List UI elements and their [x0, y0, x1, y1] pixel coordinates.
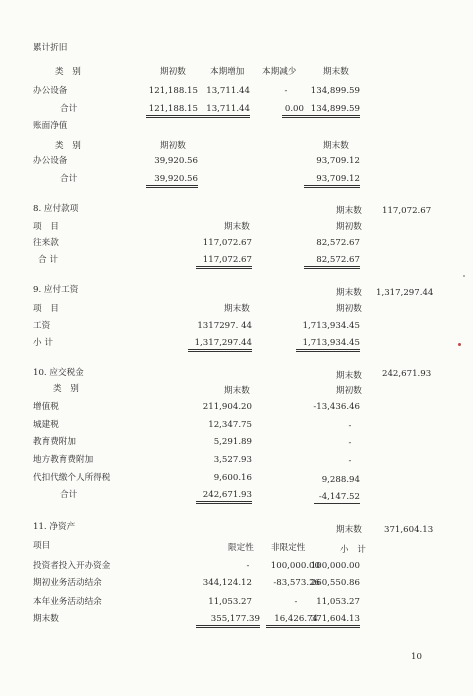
cell-restricted: 11,053.27: [208, 597, 252, 607]
total-opening: 82,572.67: [304, 255, 360, 269]
col-header-closing: 期末数: [224, 304, 250, 314]
cell-unrestricted: -: [294, 597, 298, 607]
col-header-closing: 期末数: [323, 141, 349, 151]
col-header-type: 类 别: [55, 141, 81, 151]
section-heading-accumulated-depreciation: 累计折旧: [33, 43, 68, 53]
cell-increase: 13,711.44: [206, 86, 250, 96]
cell-closing: 211,904.20: [202, 402, 252, 412]
col-header-opening: 期初数: [336, 304, 362, 314]
cell-closing: 134,899.59: [310, 86, 360, 96]
row-label: 增值税: [33, 402, 59, 412]
side-closing-value: 371,604.13: [384, 525, 434, 535]
cell-closing: 5,291.89: [213, 437, 252, 447]
col-header-item: 项 目: [33, 222, 59, 232]
cell-opening: 39,920.56: [154, 156, 198, 166]
col-header-opening: 期初数: [336, 222, 362, 232]
total-opening: 121,188.15: [146, 104, 198, 118]
total-decrease: 0.00: [282, 104, 304, 118]
cell-closing: 93,709.12: [316, 156, 360, 166]
total-opening: -4,147.52: [314, 492, 360, 504]
total-label: 小 计: [33, 338, 53, 348]
total-restricted: 355,177.39: [196, 614, 260, 628]
cell-closing: 1317297. 44: [197, 321, 252, 331]
row-label: 代扣代缴个人所得税: [33, 473, 111, 483]
section-heading-net-book-value: 账面净值: [33, 121, 68, 131]
col-header-opening: 期初数: [160, 67, 186, 77]
total-opening: 1,713,934.45: [296, 338, 360, 352]
cell-closing: 9,600.16: [213, 473, 252, 483]
cell-subtotal: 11,053.27: [316, 597, 360, 607]
col-header-decrease: 本期减少: [262, 67, 297, 77]
row-label: 工资: [33, 321, 51, 331]
total-label: 合计: [60, 104, 78, 114]
cell-unrestricted: -83,573.26: [273, 578, 320, 588]
cell-restricted: 344,124.12: [202, 578, 252, 588]
cell-decrease: -: [284, 86, 288, 96]
total-closing: 242,671.93: [196, 490, 252, 504]
cell-opening: 82,572.67: [316, 238, 360, 248]
total-label: 合计: [60, 490, 78, 500]
section-heading-net-assets: 11. 净资产: [33, 522, 76, 532]
total-label: 合计: [60, 174, 78, 184]
page-number: 10: [411, 652, 422, 662]
row-label: 教育费附加: [33, 437, 76, 447]
cell-opening: -13,436.46: [313, 402, 360, 412]
scan-speck: [458, 343, 461, 346]
col-header-restricted: 限定性: [228, 543, 254, 553]
col-header-opening: 期初数: [160, 141, 186, 151]
cell-unrestricted: 100,000.00: [270, 561, 320, 571]
cell-opening: 9,288.94: [321, 475, 360, 485]
col-header-opening: 期初数: [336, 386, 362, 396]
cell-restricted: -: [246, 561, 250, 571]
side-closing-label: 期末数: [336, 288, 362, 298]
total-closing: 134,899.59: [304, 104, 360, 118]
total-subtotal: 371,604.13: [304, 614, 360, 628]
side-closing-label: 期末数: [336, 206, 362, 216]
col-header-closing: 期末数: [323, 67, 349, 77]
col-header-subtotal: 小 计: [340, 545, 366, 555]
side-closing-value: 1,317,297.44: [376, 288, 434, 298]
side-closing-label: 期末数: [336, 371, 362, 381]
cell-opening: 121,188.15: [148, 86, 198, 96]
total-unrestricted: 16,426.74: [266, 614, 318, 628]
row-label: 本年业务活动结余: [33, 597, 102, 607]
cell-closing: 12,347.75: [208, 420, 252, 430]
cell-opening: -: [348, 438, 352, 448]
scan-speck: [463, 275, 465, 277]
cell-subtotal: 260,550.86: [310, 578, 360, 588]
cell-closing: 117,072.67: [202, 238, 252, 248]
row-label: 期初业务活动结余: [33, 578, 102, 588]
total-closing: 1,317,297.44: [188, 338, 252, 352]
cell-closing: 3,527.93: [213, 455, 252, 465]
row-label: 办公设备: [33, 86, 68, 96]
cell-opening: -: [348, 456, 352, 466]
cell-opening: 1,713,934.45: [302, 321, 360, 331]
col-header-type: 类 别: [55, 67, 81, 77]
cell-subtotal: 100,000.00: [310, 561, 360, 571]
row-label: 办公设备: [33, 156, 68, 166]
section-heading-wages-payable: 9. 应付工资: [33, 285, 79, 295]
total-opening: 39,920.56: [146, 174, 198, 188]
side-closing-value: 117,072.67: [382, 206, 432, 216]
col-header-increase: 本期增加: [210, 67, 245, 77]
row-label: 地方教育费附加: [33, 455, 94, 465]
total-label: 期末数: [33, 614, 59, 624]
cell-opening: -: [348, 421, 352, 431]
side-closing-value: 242,671.93: [382, 369, 432, 379]
row-label: 城建税: [33, 420, 59, 430]
total-closing: 93,709.12: [304, 174, 360, 188]
col-header-item: 项目: [33, 541, 51, 551]
row-label: 往来款: [33, 238, 59, 248]
total-closing: 117,072.67: [196, 255, 252, 269]
side-closing-label: 期末数: [336, 525, 362, 535]
row-label: 投资者投入开办资金: [33, 561, 111, 571]
col-header-closing: 期末数: [224, 386, 250, 396]
col-header-unrestricted: 非限定性: [271, 543, 306, 553]
col-header-type: 类 别: [53, 384, 79, 394]
total-label: 合 计: [38, 255, 58, 265]
section-heading-accounts-payable: 8. 应付款项: [33, 204, 79, 214]
col-header-closing: 期末数: [224, 222, 250, 232]
col-header-item: 项 目: [33, 304, 59, 314]
section-heading-taxes-payable: 10. 应交税金: [33, 368, 84, 378]
total-increase: 13,711.44: [198, 104, 250, 118]
